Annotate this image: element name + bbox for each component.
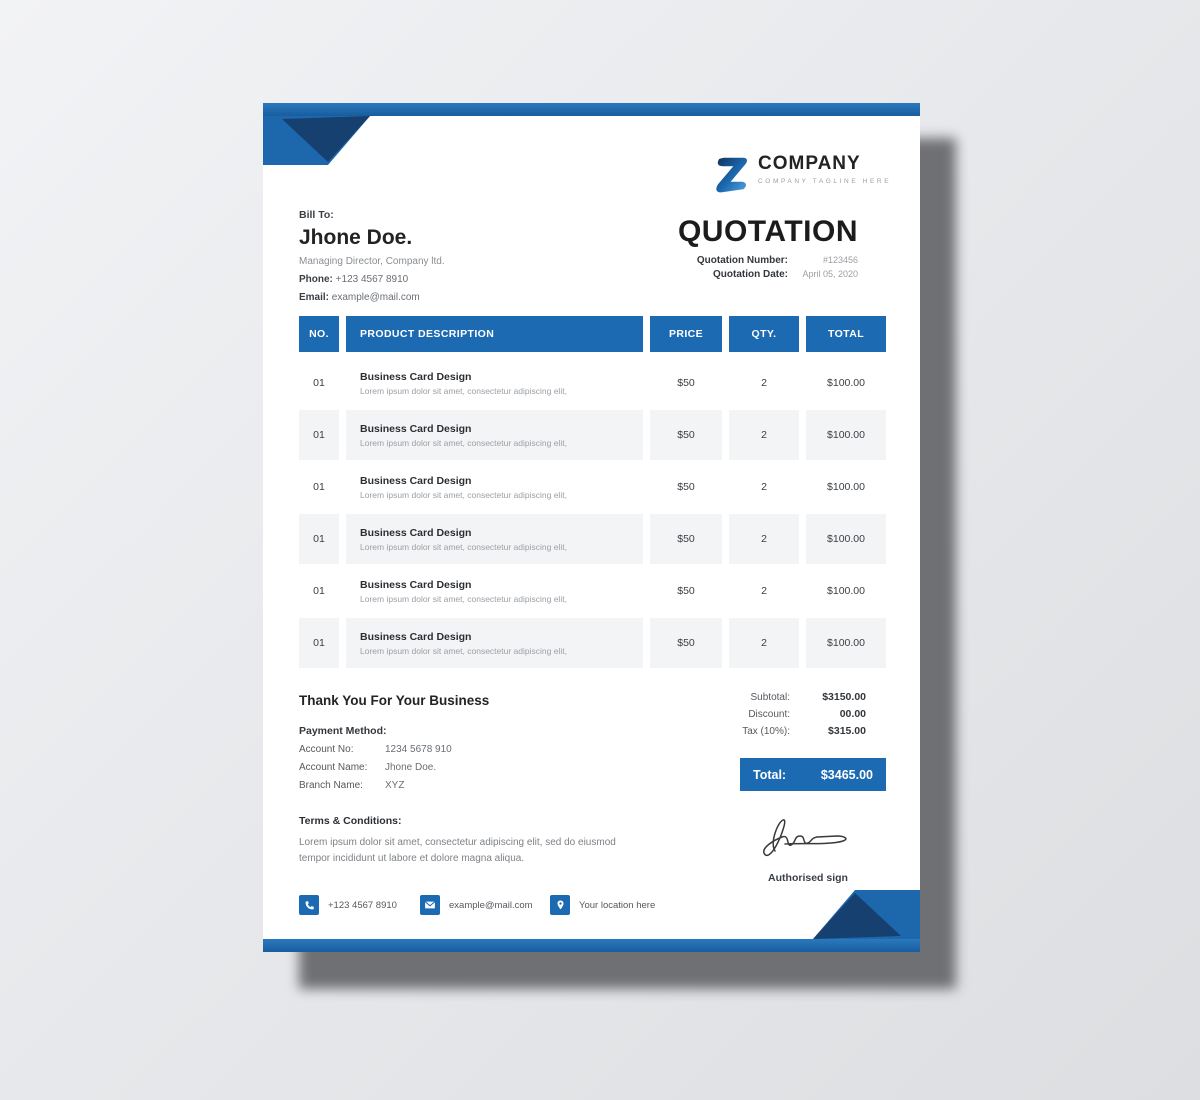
company-logo	[711, 153, 891, 197]
row-total: $100.00	[806, 514, 886, 564]
row-description	[346, 462, 643, 512]
tax-value: $315.00	[828, 725, 866, 737]
totals-section	[626, 686, 866, 737]
item-title: Business Card Design	[360, 630, 472, 643]
grand-total-value: $3465.00	[820, 767, 873, 782]
row-price: $50	[650, 514, 722, 564]
client-phone-label: Phone:	[299, 274, 333, 285]
footer-phone-text: +123 4567 8910	[328, 899, 397, 911]
row-total: $100.00	[806, 410, 886, 460]
row-total: $100.00	[827, 585, 865, 597]
item-subtext: Lorem ipsum dolor sit amet, consectetur adipiscing elit,	[360, 645, 567, 656]
row-total: $100.00	[806, 618, 886, 668]
quotation-number-value: #123456	[822, 255, 858, 265]
item-title: Business Card Design	[360, 474, 472, 487]
table-row	[299, 462, 886, 512]
row-no: 01	[299, 514, 339, 564]
quotation-document	[263, 103, 920, 952]
quotation-date-label: Quotation Date:	[713, 269, 788, 280]
footer-location-text: Your location here	[579, 899, 656, 911]
subtotal-row	[626, 691, 866, 703]
company-logo-icon	[711, 153, 751, 197]
row-qty: 2	[729, 618, 799, 668]
client-title: Managing Director, Company ltd.	[299, 256, 445, 267]
quotation-header	[678, 215, 858, 280]
item-subtext: Lorem ipsum dolor sit amet, consectetur adipiscing elit,	[360, 489, 567, 500]
company-name: COMPANY	[758, 153, 861, 174]
row-qty: 2	[729, 410, 799, 460]
quotation-title: QUOTATION	[677, 215, 858, 248]
branch-name-label: Branch Name:	[299, 780, 363, 791]
account-no-label: Account No:	[299, 744, 354, 755]
discount-row	[626, 708, 866, 720]
quotation-number-row	[678, 255, 858, 266]
client-email-value: example@mail.com	[331, 292, 420, 303]
branch-name-row	[299, 780, 452, 791]
row-no: 01	[299, 618, 339, 668]
account-name-label: Account Name:	[299, 762, 368, 773]
header-qty: QTY.	[729, 316, 799, 352]
footer-phone	[299, 895, 397, 915]
client-phone-value: +123 4567 8910	[335, 274, 409, 285]
item-title: Business Card Design	[360, 370, 472, 383]
grand-total-box	[740, 758, 886, 791]
bill-to-section	[299, 209, 445, 303]
phone-icon	[299, 895, 319, 915]
quotation-number-label: Quotation Number:	[696, 255, 788, 266]
subtotal-value: $3150.00	[822, 691, 866, 703]
row-total: $100.00	[827, 481, 865, 493]
discount-value: 00.00	[839, 708, 866, 720]
table-row	[299, 618, 886, 668]
item-title: Business Card Design	[360, 422, 472, 435]
row-price: $50	[650, 618, 722, 668]
row-qty: 2	[761, 377, 767, 389]
authorised-sign-label: Authorised sign	[768, 872, 848, 884]
row-no: 01	[313, 377, 325, 389]
item-title: Business Card Design	[360, 526, 472, 539]
row-qty: 2	[761, 585, 767, 597]
header-price: PRICE	[650, 316, 722, 352]
table-row	[299, 566, 886, 616]
row-price: $50	[677, 585, 695, 597]
terms-body: Lorem ipsum dolor sit amet, consectetur adipiscing elit, sed do eiusmod tempor incididunt ut labore et dolore magna aliqua.	[299, 837, 616, 864]
header-no: NO.	[299, 316, 339, 352]
row-price: $50	[677, 377, 695, 389]
top-left-ribbon	[263, 116, 370, 165]
items-table	[299, 316, 886, 668]
payment-method-section	[299, 725, 452, 791]
table-row	[299, 358, 886, 408]
row-qty: 2	[761, 481, 767, 493]
account-no-value: 1234 5678 910	[385, 744, 452, 755]
quotation-date-row	[678, 269, 858, 280]
row-price: $50	[650, 410, 722, 460]
item-subtext: Lorem ipsum dolor sit amet, consectetur adipiscing elit,	[360, 541, 567, 552]
tax-label: Tax (10%):	[742, 726, 790, 737]
company-tagline: COMPANY TAGLINE HERE	[758, 178, 892, 185]
table-row	[299, 514, 886, 564]
header-total: TOTAL	[806, 316, 886, 352]
item-subtext: Lorem ipsum dolor sit amet, consectetur adipiscing elit,	[360, 593, 567, 604]
branch-name-value: XYZ	[385, 780, 405, 791]
row-description	[346, 514, 643, 564]
account-no-row	[299, 744, 452, 755]
client-email-label: Email:	[299, 292, 330, 303]
envelope-icon	[420, 895, 440, 915]
row-description	[346, 358, 643, 408]
item-title: Business Card Design	[360, 578, 472, 591]
subtotal-label: Subtotal:	[750, 692, 790, 703]
client-name: Jhone Doe.	[299, 226, 413, 249]
table-header-row	[299, 316, 886, 352]
header-description: PRODUCT DESCRIPTION	[346, 316, 643, 352]
quotation-date-value: April 05, 2020	[802, 269, 858, 279]
footer-email	[420, 895, 533, 915]
signature-icon	[753, 811, 863, 861]
row-no: 01	[313, 585, 325, 597]
terms-section	[299, 815, 629, 866]
account-name-value: Jhone Doe.	[385, 762, 437, 773]
row-qty: 2	[729, 514, 799, 564]
bill-to-label: Bill To:	[299, 209, 334, 221]
account-name-row	[299, 762, 452, 773]
item-subtext: Lorem ipsum dolor sit amet, consectetur adipiscing elit,	[360, 385, 567, 396]
payment-method-heading: Payment Method:	[299, 725, 387, 737]
row-description	[346, 410, 643, 460]
terms-heading: Terms & Conditions:	[299, 815, 402, 827]
footer-location	[550, 895, 655, 915]
row-description	[346, 618, 643, 668]
footer-email-text: example@mail.com	[449, 899, 533, 911]
signature-section	[733, 811, 883, 884]
thank-you-message: Thank You For Your Business	[299, 693, 490, 708]
bottom-banner-strip	[263, 939, 920, 952]
top-banner-strip	[263, 103, 920, 116]
bottom-right-ribbon	[813, 890, 920, 939]
location-pin-icon	[550, 895, 570, 915]
grand-total-label: Total:	[753, 767, 787, 782]
row-no: 01	[313, 481, 325, 493]
row-price: $50	[677, 481, 695, 493]
row-total: $100.00	[827, 377, 865, 389]
tax-row	[626, 725, 866, 737]
row-description	[346, 566, 643, 616]
client-email	[299, 292, 445, 303]
row-no: 01	[299, 410, 339, 460]
item-subtext: Lorem ipsum dolor sit amet, consectetur adipiscing elit,	[360, 437, 567, 448]
table-row	[299, 410, 886, 460]
discount-label: Discount:	[748, 709, 790, 720]
client-phone	[299, 274, 445, 285]
